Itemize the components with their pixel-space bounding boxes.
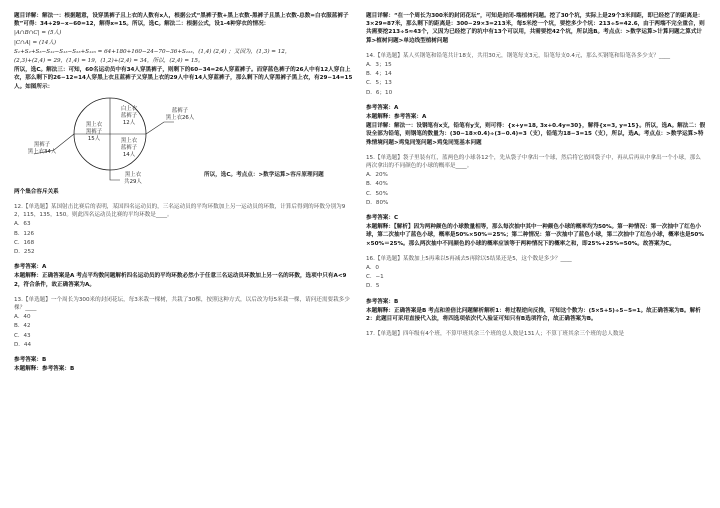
question-stem: 13.【单选题】一个周长为300米的封闭花坛，每3米栽一棵树，共栽了30棵，按照这种方式，以后改为每5米栽一棵，请问还需要栽多少棵？____ xyxy=(14,296,350,312)
formula-line: S₁+S₂+S₃−S₁₂−S₁₃−S₂₃+S₁₂₃ = 64+180+160−24−70−36+S₁₂₃，(1,4) (2,4) ；又因为，(1,3) = 12， xyxy=(14,48,291,55)
explanation: 本题解释：【解析】因为两种颜色的小球数量相等，那么每次抽中其中一种颜色小球的概率均为50%。第一种情况：第一次抽中了红色小球，第二次抽中了蓝色小球，概率是50%×50%＝25%；第二种情况：第一次抽中了蓝色小球，第二次抽中了红色小球，概率也是50%×50%＝25%。那么两次抽中不同颜色的小球的概率应该等于两种情况下的概率之和，即25%+25%=50%。故答案为C。 xyxy=(366,224,704,247)
lower-label: 黑上衣 蓝裤子 14人 xyxy=(120,137,138,158)
pointer-line xyxy=(146,122,174,134)
caption: 两个集合容斥关系 xyxy=(14,188,59,195)
formula-line: |A∩B∩C| = (5人) xyxy=(14,30,62,37)
formula-line: (2,3)+(2,4) = 29，(1,4) = 19，(1,2)+(2,4) = 34，所以，(2,4) = 15。 xyxy=(14,58,204,65)
top-label: 白上衣 蓝裤子 12人 xyxy=(120,105,138,126)
answer-option: D．80% xyxy=(366,199,389,206)
question-stem: 17.【单选题】四年级有4个班，不算甲班其余三个班的总人数是131人；不算丁班其余三个班的总人数是 xyxy=(366,331,625,338)
answer-option: B．40% xyxy=(366,181,388,188)
explanation: 本题解释：参考答案：A xyxy=(366,114,427,121)
answer-option: D．44 xyxy=(14,341,32,348)
answer-option: C．5；13 xyxy=(366,80,392,87)
answer-option: B．42 xyxy=(14,323,31,330)
diagram-conclusion: 所以，选C。考点点：>数学运算>容斥原理问题 xyxy=(204,171,324,178)
answer-option: B．126 xyxy=(14,230,35,237)
solution-text: 题目详解：解法一：设钢笔有x支，铅笔有y支，则可得：{x+y=18, 3x+0.4y=30}，解得{x=3, y=15}。所以，选A。解法二：假设全部为铅笔，则钢笔的数量为：(30−18×0.4)÷(3−0.4)=3（支），铅笔为18−3=15（支），所以，选A。考点点：>数学运算>特殊情境问题>鸡兔同笼问题>鸡兔同笼基本问题 xyxy=(366,123,706,146)
solution-text: 题目详解：“在一个周长为300米的封闭花坛”，可知是封闭-端植树问题。挖了30个坑，实际上是29个3米间距，即已经挖了的距离是：3×29=87米，那么剩下的距离是：300−29×3=213米，每5米挖一个坑，要挖多少个坑：213÷5=42.6，由于两端不完全重合，则共需要挖213÷5≈43个，又因为已经挖了的坑中有13个可以用，共需要挖42个坑，所以选B。考点点：>数学运算>计算问题之算式计算>植树问题>单边线型植树问题 xyxy=(366,13,705,44)
answer-option: D．6；10 xyxy=(366,89,393,96)
question-stem: 12.【单选题】某国射击比赛后的表明，某国四名运动员的，三名运动员的平均环数加上另一运动员的环数，计算后得到的环数分别为92，115，135，150。则此四名运动员比赛的平均环数是____。 xyxy=(14,204,346,219)
solution-text: 所以，选C。解法三：可知，60名运动员中有34人穿黑裤子，则剩下的60−34=26人穿蓝裤子。而穿蓝色裤子的26人中有12人穿白上衣，那么剩下的26−12=14人穿黑上衣且蓝裤子又穿黑上衣的29人中有14人穿蓝裤子，那么剩下的人穿黑裤子黑上衣，有29−14=15人。如图所示： xyxy=(14,67,353,90)
left-column xyxy=(14,12,354,504)
answer-option: A．3；15 xyxy=(366,62,392,69)
answer-option: B．4；14 xyxy=(366,71,392,78)
solution-text: 题目详解：解法一：根据题意，设穿黑裤子且上衣的人数有x人，根据公式“黑裤子数+黑上衣数-黑裤子且黑上衣数-总数=白衣服蓝裤子数”可得：34+29−x−60=12，解得x=15。所以，选C。解法二：根据公式，设1-4种穿衣的情况： xyxy=(14,13,349,28)
answer-option: A．0 xyxy=(366,265,379,272)
reference-answer: 参考答案：B xyxy=(366,298,399,305)
reference-answer: 参考答案：B xyxy=(14,357,47,364)
right-column xyxy=(366,12,706,504)
answer-option: A．63 xyxy=(14,221,31,228)
question-stem: 16.【单选题】某数加上5再乘以5再减去5再除以5结果还是5，这个数是多少？____ xyxy=(366,255,572,262)
bottom-label: 黑上衣 共29人 xyxy=(124,171,142,185)
answer-option: C．−1 xyxy=(366,274,384,281)
venn-diagram xyxy=(14,92,354,188)
explanation: 本题解释：正确答案是B 考点和差倍比问题解析解析1：将过程逆向反推，可知这个数为：(5×5+5)÷5−5=1。故正确答案为B。解析2：此题目可采用直接代入法，将四选项依次代入验证可知只有B选项符合，故正确答案为B。 xyxy=(366,307,701,323)
answer-option: D．5 xyxy=(366,283,380,290)
formula-line: |C∩A| = (14人) xyxy=(14,39,57,46)
answer-option: C．168 xyxy=(14,239,35,246)
answer-option: A．40 xyxy=(14,314,31,321)
answer-option: C．43 xyxy=(14,332,31,339)
answer-option: A．20% xyxy=(366,172,388,179)
answer-option: D．252 xyxy=(14,249,35,256)
explanation: 本题解释：参考答案：B xyxy=(14,366,75,373)
question-stem: 15.【单选题】袋子里装有红，蓝两色的小球各12个，先从袋子中拿出一个球，然后将它放回袋子中，再从后再从中拿出一个小球，那么两次拿出的不同颜色的小球的概率是____。 xyxy=(366,154,701,170)
reference-answer: 参考答案：A xyxy=(366,104,399,111)
explanation: 本题解释：正确答案是A 考点平均数问题解析四名运动员的平均环数必然小于任意三名运动员环数加上另一名的环数，选项中只有A<92，符合条件，故正确答案为A。 xyxy=(14,273,347,288)
question-stem: 14.【单选题】某人买钢笔和铅笔共计18支，共用30元，钢笔每支3元，铅笔每支0.4元，那么买钢笔和铅笔各多少支？____ xyxy=(366,52,671,59)
answer-option: C．50% xyxy=(366,190,388,197)
right-label: 蓝裤子 黑上衣26人 xyxy=(165,107,195,121)
left-label: 黑裤子 黑上衣34人 xyxy=(27,141,57,155)
center-label: 黑上衣 黑裤子 15人 xyxy=(85,121,103,142)
reference-answer: 参考答案：C xyxy=(366,215,399,222)
reference-answer: 参考答案：A xyxy=(14,264,47,271)
